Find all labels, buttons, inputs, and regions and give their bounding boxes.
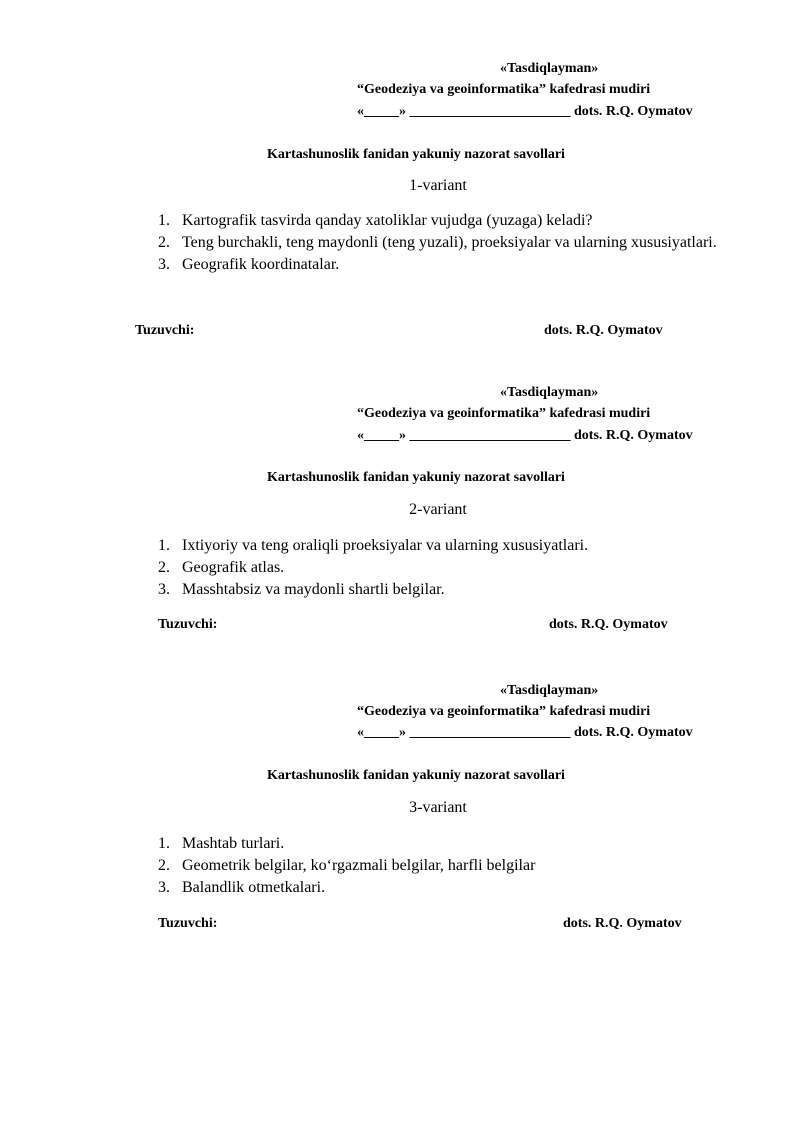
question-number: 3. [158, 879, 170, 896]
compiler-label: Tuzuvchi: [135, 323, 195, 338]
question-item [158, 210, 738, 232]
question-item [158, 535, 738, 557]
variant-label: 2-variant [409, 501, 467, 518]
question-item [158, 557, 738, 579]
variant-label: 3-variant [409, 799, 467, 816]
question-item [158, 855, 738, 877]
compiler-label: Tuzuvchi: [158, 617, 218, 632]
question-number: 2. [158, 559, 170, 576]
question-item [158, 833, 738, 855]
question-text: Masshtabsiz va maydonli shartli belgilar. [182, 581, 445, 598]
question-item [158, 877, 738, 899]
compiler-label: Tuzuvchi: [158, 916, 218, 931]
question-number: 3. [158, 256, 170, 273]
question-number: 1. [158, 835, 170, 852]
question-item [158, 579, 738, 601]
compiler-name: dots. R.Q. Oymatov [544, 323, 663, 338]
question-text: Balandlik otmetkalari. [182, 879, 326, 896]
question-text: Geografik atlas. [182, 559, 285, 576]
approval-title: «Tasdiqlayman» [500, 61, 599, 76]
question-number: 2. [158, 857, 170, 874]
question-text: Ixtiyoriy va teng oraliqli proeksiyalar va ularning xususiyatlari. [182, 537, 589, 554]
question-list [158, 833, 738, 899]
question-list [158, 210, 738, 276]
question-item [158, 232, 738, 254]
approval-title: «Tasdiqlayman» [500, 385, 599, 400]
question-number: 1. [158, 537, 170, 554]
compiler-name: dots. R.Q. Oymatov [563, 916, 682, 931]
variant-label: 1-variant [409, 177, 467, 194]
approval-department: “Geodeziya va geoinformatika” kafedrasi mudiri [357, 406, 651, 421]
question-text: Mashtab turlari. [182, 835, 285, 852]
question-number: 3. [158, 581, 170, 598]
question-number: 2. [158, 234, 170, 251]
document-title: Kartashunoslik fanidan yakuniy nazorat savollari [267, 147, 565, 162]
document-title: Kartashunoslik fanidan yakuniy nazorat savollari [267, 470, 565, 485]
question-list [158, 535, 738, 601]
document-title: Kartashunoslik fanidan yakuniy nazorat savollari [267, 768, 565, 783]
question-text: Geometrik belgilar, koʻrgazmali belgilar, harfli belgilar [182, 857, 536, 874]
approval-signature-line: «_____» _______________________ dots. R.Q. Oymatov [357, 725, 693, 740]
approval-department: “Geodeziya va geoinformatika” kafedrasi mudiri [357, 82, 651, 97]
approval-signature-line: «_____» _______________________ dots. R.Q. Oymatov [357, 428, 693, 443]
approval-department: “Geodeziya va geoinformatika” kafedrasi mudiri [357, 704, 651, 719]
question-text: Geografik koordinatalar. [182, 256, 340, 273]
approval-title: «Tasdiqlayman» [500, 683, 599, 698]
question-text: Kartografik tasvirda qanday xatoliklar vujudga (yuzaga) keladi? [182, 212, 593, 229]
question-text: Teng burchakli, teng maydonli (teng yuzali), proeksiyalar va ularning xususiyatlari. [182, 234, 717, 251]
compiler-name: dots. R.Q. Oymatov [549, 617, 668, 632]
question-item [158, 254, 738, 276]
approval-signature-line: «_____» _______________________ dots. R.Q. Oymatov [357, 104, 693, 119]
question-number: 1. [158, 212, 170, 229]
